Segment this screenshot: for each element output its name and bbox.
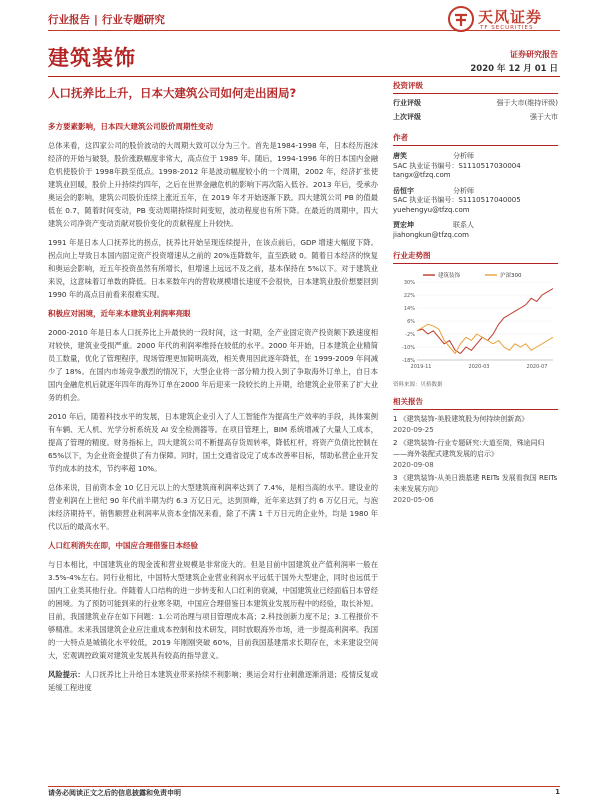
- report-date: 2020 年 12 月 01 日: [470, 64, 558, 74]
- y-tick-label: 30%: [403, 280, 415, 286]
- legend-label: 沪深300: [500, 273, 522, 279]
- author-role: 分析师: [453, 152, 474, 160]
- report-headline: 人口抚养比上升，日本大建筑公司如何走出困局?: [48, 86, 297, 100]
- related-report-date: 2020-05-06: [393, 496, 434, 504]
- author-email[interactable]: yuehengyu@tfzq.com: [393, 205, 470, 214]
- legend-label: 建筑装饰: [438, 273, 461, 279]
- industry-rating-row: [393, 98, 558, 108]
- paragraph: 2010 年后，随着科技水平的发展，日本建筑企业引入了人工智能作为提高生产效率的手段，具体案例有车辆、无人机、光学分析系统及 AI 安全检测器等。在项目管理上，BIM 系统增减了大量人工成本，提高了管理的精度。财务指标上，四大建筑公司不断提高存货周转率，降低杠杆，将资产负债比控制在 65%以下，为企业资金提供了有力保障。同时，国土交通省设定了成本改善率目标，帮助私营企业开发节约成本的技术，节约率超 10%。: [48, 412, 378, 473]
- risk-text: 人口抚养比上升给日本建筑业带来持续不利影响；奥运会对行业刺激逐渐消退；疫情反复或延缓工程进度: [48, 670, 378, 692]
- y-tick-label: -18%: [402, 358, 415, 364]
- nav-separator: |: [94, 14, 98, 26]
- rating-heading: 投资评级: [393, 80, 558, 94]
- author-email[interactable]: jiahongkun@tfzq.com: [393, 230, 469, 239]
- author-cert: SAC 执业证书编号：S1110517030004: [393, 161, 521, 170]
- author-entry: [393, 221, 558, 240]
- y-tick-label: -2%: [405, 332, 415, 338]
- prev-rating-row: [393, 112, 558, 122]
- industry-rating-label: 行业评级: [393, 99, 421, 107]
- risk-note: [48, 668, 378, 694]
- y-tick-label: 22%: [403, 293, 415, 299]
- paragraph: 2000-2010 年是日本人口抚养比上升最快的一段时间，这一时期，全产业固定资产投资额下跌速度相对较快，建筑业受损严重。2000 年代的利润率维持在较低的水平。2000 年开始，日本建筑企业精简员工数量，优化了管理程序，现场管理更加简明高效，相关费用因此逐年降低，在 1999-2009 年间减少了 18%。在国内市场竞争激烈的情况下，大型企业将一部分精力投入到了争取海外订单上，自日本国内金融危机后就逐年四年的海外订单在2000 年后迎来一段较长的上升期，给建筑企业带来了扩大业务的机会。: [48, 328, 378, 402]
- author-name: 岳恒宇: [393, 186, 414, 195]
- related-report-date: 2020-09-25: [393, 426, 434, 434]
- category-label: 行业报告: [48, 14, 90, 26]
- report-type: 证券研究报告: [510, 50, 558, 59]
- author-role: 联系人: [453, 221, 474, 229]
- paragraph: 总体来看，这四家公司的股价波动的大周期大致可以分为三个。首先是1984-1998 年，日本经历泡沫经济的开始与破裂，股价涨跌幅度非常大，高点位于 1989 年。随后，1994-1996 年的日本国内金融危机使股价于 1998年跌至低点。1998-2012 年是波动幅度较小的一个周期，2002 年，经济扩张使建筑业回暖，股价上升持续约四年，之后在世界金融危机的影响下再次陷入低谷。2013 年后，受承办奥运会的影响，建筑公司股价连续上涨近五年，在 2019 年才开始逐渐下跌。四大建筑公司 PB 的值最低在 0.7，随着时间变动，PB 变动周期持续时间变短，波动程度也有所下降。在最近的周期中，四大建筑公司净资产变动贡献对股价变化的贡献程度上升较快。: [48, 141, 378, 228]
- related-reports: [393, 414, 558, 506]
- tf-logo-icon: [448, 6, 474, 32]
- footer-divider: [48, 786, 560, 787]
- subcategory-label: 行业专题研究: [101, 14, 165, 26]
- paragraph: 1991 年是日本人口抚养比的拐点，抚养比开始呈现连续提升，在该点前后，GDP 增速大幅度下降。拐点向上导致日本国内固定资产投资增速从之前的 20%连降数年，直至跌破 0。随着日本经济的恢复和奥运会影响，近五年投资虽然有所增长，但增速上远远不及之前，基本保持在 5%以下。对于建筑业来说，这意味着订单数的降低。日本来数年内的营收规模增长速度不会很快，日本建筑业股价想要回到 1990 年的高点目前看来很难实现。: [48, 238, 378, 299]
- y-tick-label: 6%: [407, 319, 415, 325]
- x-tick-label: 2020-03: [468, 364, 490, 370]
- header-divider: [48, 30, 560, 31]
- related-report-item[interactable]: [393, 473, 558, 506]
- author-entry: [393, 152, 558, 181]
- author-email[interactable]: tangx@tfzq.com: [393, 171, 451, 179]
- related-heading: 相关报告: [393, 396, 558, 410]
- footer: [48, 788, 560, 798]
- x-tick-label: 2020-07: [526, 364, 548, 370]
- author-name: 唐笑: [393, 152, 407, 160]
- sidebar: [393, 80, 558, 508]
- author-heading: 作者: [393, 132, 558, 146]
- logo-text-cn: 天风证券: [478, 8, 543, 26]
- report-category: [48, 12, 165, 27]
- prev-rating-label: 上次评级: [393, 113, 421, 121]
- author-cert: SAC 执业证书编号：S1110517040005: [393, 196, 521, 204]
- footer-disclaimer: 请务必阅读正文之后的信息披露和免责申明: [48, 789, 181, 797]
- page-title: 建筑装饰: [48, 46, 136, 70]
- logo-text-en: TF SECURITIES: [480, 25, 534, 31]
- related-report-item[interactable]: [393, 438, 558, 471]
- page-number: 1: [555, 788, 560, 796]
- chart-source: 资料来源：贝格数据: [393, 382, 443, 388]
- related-report-title[interactable]: 1 《建筑装饰-美股建筑股为何持续创新高》: [393, 415, 529, 423]
- industry-rating-value: 强于大市(维持评级): [496, 99, 558, 107]
- prev-rating-value: 强于大市: [530, 113, 558, 121]
- paragraph: 与日本相比，中国建筑业的现金流和营业规模是非常庞大的。但是目前中国建筑业产值利润率一般在 3.5%-4%左右。同行业相比，中国特大型建筑企业营业利润水平远低于国外大型建企，同时也远低于国内工业类其他行业。伴随着人口结构的进一步转变和人口红利的衰减，中国建筑业已经面临日本曾经的困境。为了预防可能到来的行业寒冬期，中国应合理借鉴日本建筑业发展历程中的经验，取长补短。目前，我国建筑业存在如下问题：1.公司治理与项目管理成本高；2.科技创新力度不足；3.工程报价不够精准。未来我国建筑企业应注重成本控制和技术研发，同时放眼海外市场，进一步提高利润率。我国的一大特点是城镇化水平较低，2019 年刚刚突破 60%，目前我国基建需求长期存在，未来建设空间大，宏观调控政策对建筑业发展具有较高的指导意义。: [48, 560, 378, 660]
- main-content: [48, 120, 378, 700]
- section-heading: 人口红利消失在即，中国应合理借鉴日本经验: [48, 541, 198, 550]
- trend-chart-svg: [393, 268, 558, 378]
- y-tick-label: -10%: [402, 345, 415, 351]
- tf-securities-logo: [448, 4, 558, 38]
- related-report-item[interactable]: [393, 414, 558, 436]
- series-line-csi300: [417, 324, 553, 353]
- related-report-date: 2020-09-08: [393, 461, 434, 469]
- risk-label: 风险提示：: [48, 670, 85, 679]
- trend-heading: 行业走势图: [393, 250, 558, 264]
- x-tick-label: 2019-11: [410, 364, 432, 370]
- related-report-title[interactable]: 3 《建筑装饰-从美日澳基建 REITs 发展看我国 REITs 未来发展方向》: [393, 474, 558, 493]
- trend-chart: [393, 268, 558, 378]
- section-heading: 积极应对困境，近年来本建筑业利润率亮眼: [48, 309, 191, 318]
- title-divider: [48, 76, 560, 77]
- author-entry: [393, 187, 558, 216]
- related-report-title[interactable]: 2 《建筑装饰-行业专题研究:大道至简，殊途同归——海外装配式建筑发展的启示》: [393, 439, 545, 458]
- author-name: 贾宏坤: [393, 221, 414, 229]
- author-role: 分析师: [453, 186, 474, 195]
- y-tick-label: 14%: [403, 306, 415, 312]
- section-heading: 多方要素影响，日本四大建筑公司股价周期性变动: [48, 122, 213, 131]
- paragraph: 总体来说，目前资本金 10 亿日元以上的大型建筑商利润率达到了 7.4%，是相当高的水平。建设业的营业利润在上世纪 90 年代前半期为约 6.3 万亿日元，达到顶峰，近年来达到了约 6 万亿日元，与泡沫经济期持平。销售额营业利润率从资本金情况来看，除了不满 1 千万日元的企业外，均是 1980 年代以后的最高水平。: [48, 483, 378, 531]
